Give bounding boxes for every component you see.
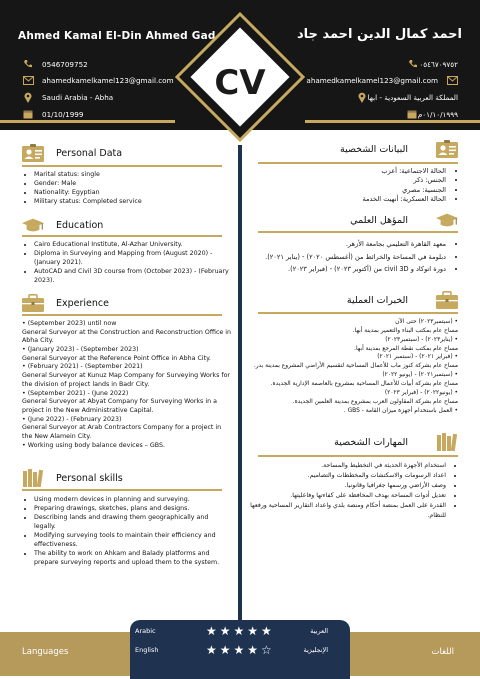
list-item: • استخدام الأجهزة الحديثة في التخطيط والمساحة. (248, 461, 446, 471)
experience-line: General Surveyor at the Reference Point Office in Abha City. (22, 354, 211, 362)
experience-line: • (يناير٢٠٢٣) - (سبتمبر٢٠٢٣) (385, 336, 458, 343)
contact-birthdate: 01/10/1999 (22, 108, 83, 120)
contact-email: ahamedkamelkamel123@gmail.com (22, 74, 174, 86)
location-icon (356, 91, 368, 103)
header-gold-rule-left (0, 120, 175, 123)
list-item: • Marital status: single (34, 171, 227, 180)
experience-line: • (January 2023) - (September 2023) (22, 346, 139, 354)
experience-line: • (فبراير ٢٠٢١) - (سبتمبر ٢٠٢١) (377, 354, 458, 361)
header-gold-rule-right (305, 120, 480, 123)
section-rule (22, 165, 222, 167)
section-rule (258, 455, 458, 457)
books-icon (436, 432, 458, 452)
books-icon (22, 468, 44, 488)
ar-experience-list (248, 318, 458, 415)
ar-skills-list (248, 461, 458, 521)
list-item: • القدرة على العمل بمنصة أحكام ومنصة بلدي واعداد التقارير المساحية ورفعها للنظام. (248, 501, 446, 521)
list-item: • تعديل أدوات المساحة بهدف المحافظة على كفاءتها وفاعليتها. (248, 491, 446, 501)
experience-line: • (سبتمبر٢٠٢٣) حتى الآن (395, 319, 458, 325)
contact-phone-ar: ٠٥٤٦٧٠٩٧٥٢ (399, 58, 458, 70)
experience-line: General Surveyor at Arab Contractors Company for a project in the New Alamein City. (22, 424, 222, 440)
experience-line: General Surveyor at Kunuz Map Company for Surveying Works for the division of project lands in Badr City. (22, 372, 231, 388)
section-ar-skills-heading: المهارات الشخصية (334, 432, 458, 452)
rating-stars: ★★★★☆ (206, 643, 275, 657)
section-rule (258, 231, 458, 233)
id-card-icon (22, 143, 44, 163)
cv-label: CV (214, 63, 266, 103)
experience-line: مساح عام بشركة أبيات للأعمال المساحية بمشروع بالعاصمة الإدارية الجديدة. (270, 381, 458, 388)
experience-line: مساح عام بمكتب البناء والتعمير بمدينة أبها. (352, 327, 458, 334)
name-arabic: احمد كمال الدين احمد جاد (297, 27, 462, 42)
experience-line: • (سبتمبر٢٠٢١) - (يونيو ٢٠٢٢) (382, 372, 458, 379)
list-item: • Gender: Male (34, 180, 227, 189)
location-icon (22, 91, 34, 103)
mail-icon (446, 74, 458, 86)
name-english: Ahmed Kamal El-Din Ahmed Gad (18, 30, 216, 42)
graduation-cap-icon (22, 215, 44, 235)
rating-stars: ★★★★★ (206, 624, 275, 638)
education-list (22, 241, 232, 286)
languages-panel (130, 620, 350, 679)
briefcase-icon (436, 290, 458, 310)
section-personal-skills-heading: Personal skills (22, 468, 123, 488)
experience-line: مساح عام بشركة المقاولون العرب بمشروع بمدينة العلمين الجديدة. (292, 398, 458, 405)
phone-icon (22, 58, 34, 70)
list-item: • Modifying surveying tools to maintain their efficiency and effectiveness. (34, 532, 232, 550)
languages-title-ar: اللغات (431, 647, 454, 657)
section-rule (258, 162, 458, 164)
contact-phone: 0546709752 (22, 58, 88, 70)
id-card-icon (436, 139, 458, 159)
experience-line: • Working using body balance devices – GBS. (22, 441, 165, 449)
language-row-english: English ★★★★☆ الإنجليزية (135, 643, 328, 657)
experience-line: • (September 2023) until now (22, 320, 117, 327)
section-ar-personal-heading: البيانات الشخصية (340, 139, 458, 159)
list-item: • اعداد الرسومات والاسكتشات والمخططات والتصاميم. (248, 471, 446, 481)
experience-line: مساح عام بشركة كنوز ماب للأعمال المساحية لتقسيم الأراضي المشروع بمدينة بدر. (253, 363, 458, 370)
experience-line: • (February 2021) - (September 2021) (22, 363, 143, 371)
contact-birthdate-ar: ٠١/١٠/١٩٩٩م (398, 108, 458, 120)
contact-location-ar: المملكة العربية السعودية - ابها (348, 91, 458, 103)
languages-footer (0, 620, 480, 679)
experience-line: • (يونيو٢٠٢٢) - (فبراير ٢٠٢٣) (384, 389, 458, 396)
section-rule (258, 312, 458, 314)
list-item: • Using modern devices in planning and surveying. (34, 496, 232, 505)
list-item: • AutoCAD and Civil 3D course from (October 2023) - (February 2023). (34, 268, 232, 286)
section-ar-education-heading: المؤهل العلمي (350, 210, 458, 230)
graduation-cap-icon (436, 210, 458, 230)
languages-title-en: Languages (22, 647, 69, 657)
list-item: • Diploma in Surveying and Mapping from (August 2020) - (January 2021). (34, 250, 232, 268)
section-rule (22, 235, 222, 237)
list-item: • دورة اتوكاد و civil 3D من (أكتوبر ٢٠٢٣) - (فبراير ٢٠٢٣). (248, 263, 446, 276)
calendar-icon (406, 108, 418, 120)
personal-skills-list (22, 496, 232, 568)
ar-education-list (248, 238, 458, 276)
list-item: • الجنس: ذكر (253, 176, 446, 185)
experience-line: مساح عام بمكتب نقطة المرجع بمدينة أبها. (354, 345, 458, 352)
list-item: • Nationality: Egyptian (34, 189, 227, 198)
list-item: • معهد القاهرة التعليمي بجامعة الأزهر. (248, 238, 446, 251)
section-rule (22, 314, 222, 316)
mail-icon (22, 74, 34, 86)
contact-email-ar: ahamedkamelkamel123@gmail.com (306, 74, 458, 86)
experience-line: General Surveyor at Abyat Company for Surveying Works in a project in the New Administrative Capital. (22, 398, 217, 414)
experience-line: • (June 2022) - (February 2023) (22, 415, 122, 423)
section-rule (22, 489, 222, 491)
phone-icon (407, 58, 419, 70)
experience-line: General Surveyor at the Construction and Reconstruction Office in Abha City. (22, 328, 232, 345)
list-item: • الحالة العسكرية: أنهيت الخدمة (253, 195, 446, 204)
briefcase-icon (22, 293, 44, 313)
list-item: • Describing lands and drawing them geographically and legally. (34, 514, 232, 532)
list-item: • وصف الأراضي ورسمها جغرافيا وقانونيا. (248, 481, 446, 491)
section-ar-experience-heading: الخبرات العملية (347, 290, 458, 310)
list-item: • الحالة الاجتماعية: أعزب (253, 167, 446, 176)
list-item: • الجنسية: مصري (253, 186, 446, 195)
section-education-heading: Education (22, 215, 103, 235)
personal-data-list (22, 171, 227, 207)
contact-location: Saudi Arabia - Abha (22, 91, 113, 103)
section-experience-heading: Experience (22, 293, 109, 313)
list-item: • Preparing drawings, sketches, plans and designs. (34, 505, 232, 514)
section-personal-data-heading: Personal Data (22, 143, 122, 163)
center-divider (238, 145, 242, 620)
list-item: • The ability to work on Ahkam and Balady platforms and prepare surveying reports and upload them to the system. (34, 550, 232, 568)
experience-list (22, 320, 232, 450)
list-item: • Cairo Educational Institute, Al-Azhar University. (34, 241, 232, 250)
ar-personal-list (253, 167, 458, 204)
experience-line: • (September 2021) - (June 2022) (22, 389, 129, 397)
calendar-icon (22, 108, 34, 120)
language-row-arabic: Arabic ★★★★★ العربية (135, 624, 328, 638)
list-item: • دبلومة في المساحة والخرائط من (أغسطس ٢٠٢٠) - (يناير ٢٠٢١). (248, 251, 446, 264)
experience-line: • العمل باستخدام أجهزة ميزان القامة - GBS . (343, 407, 458, 414)
list-item: • Military status: Completed service (34, 198, 227, 207)
